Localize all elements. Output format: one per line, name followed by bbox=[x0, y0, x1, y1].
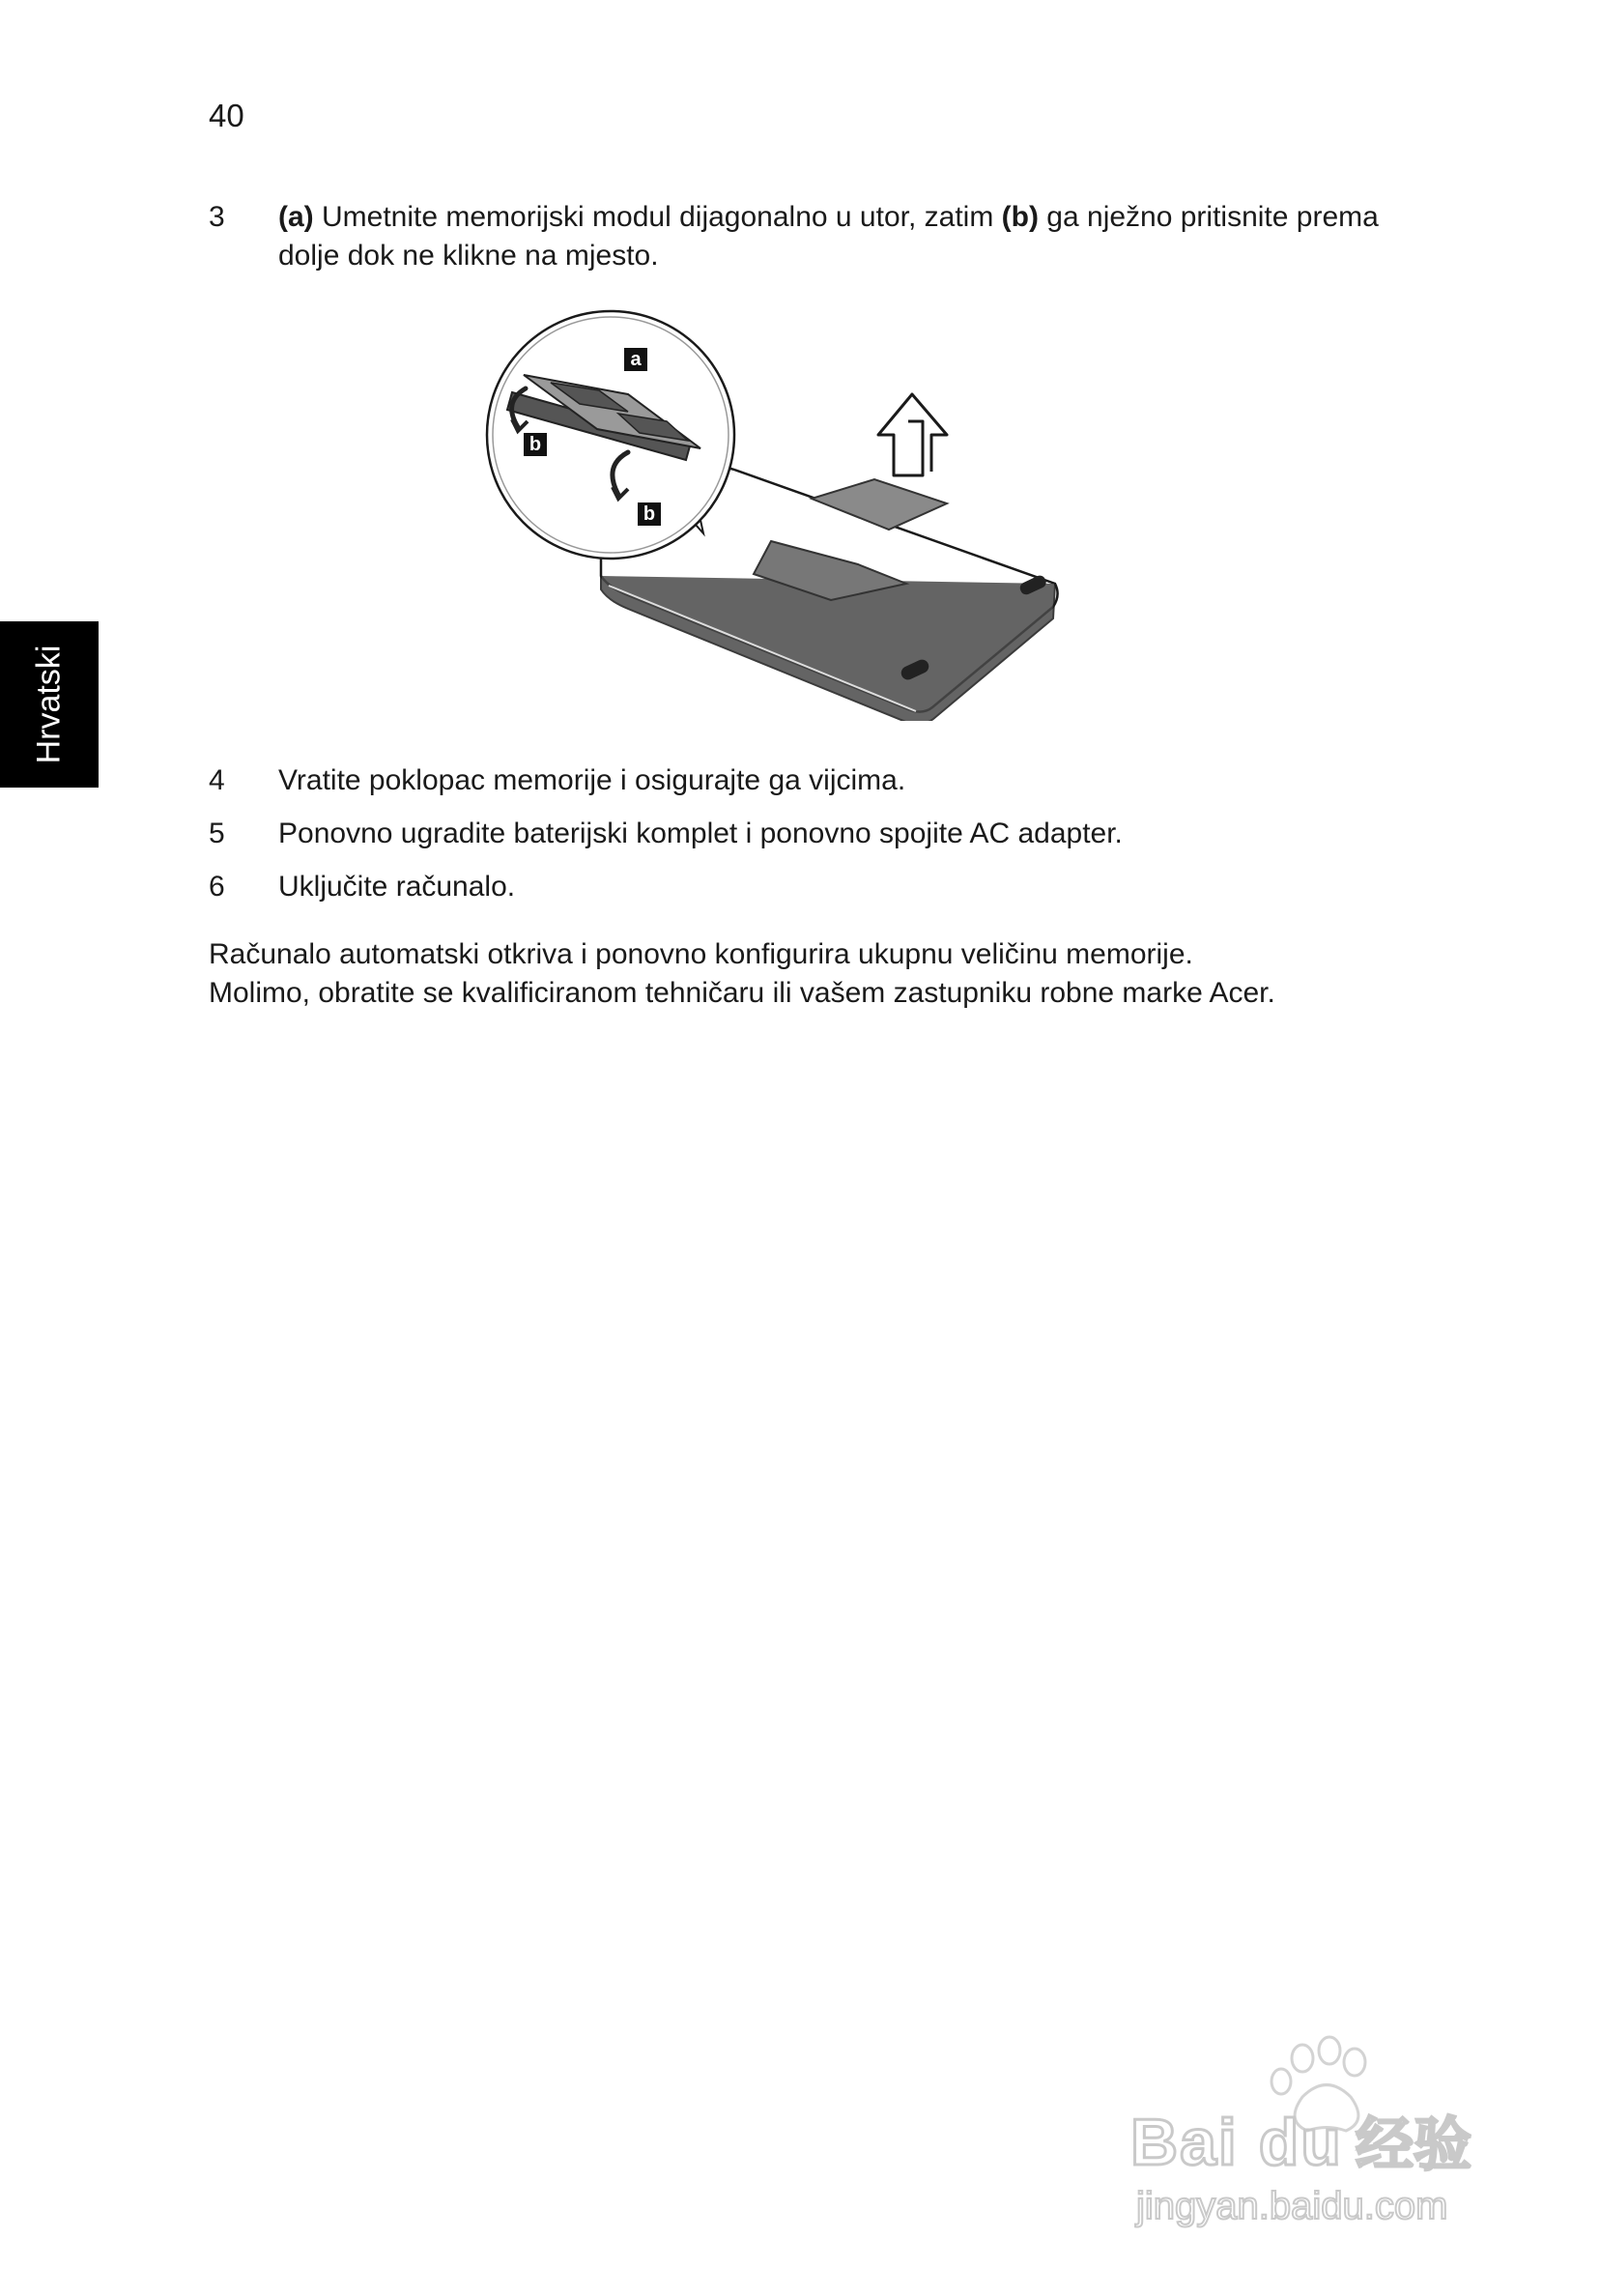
memory-note-paragraph bbox=[209, 935, 1416, 1013]
language-side-tab bbox=[0, 621, 99, 788]
side-tab-label: Hrvatski bbox=[30, 645, 68, 764]
baidu-jingyan-watermark bbox=[1109, 2029, 1515, 2232]
page-number: 40 bbox=[209, 98, 244, 133]
step-number: 4 bbox=[209, 764, 225, 796]
step-4 bbox=[209, 761, 1397, 800]
note-line-2: Molimo, obratite se kvalificiranom tehničaru ili vašem zastupniku robne marke Acer. bbox=[209, 977, 1275, 1009]
step-text bbox=[278, 198, 1389, 275]
step-text: Vratite poklopac memorije i osigurajte ga vijcima. bbox=[278, 764, 906, 796]
svg-text:jingyan.baidu.com: jingyan.baidu.com bbox=[1136, 2185, 1448, 2227]
callout-b-label-2: b bbox=[643, 503, 656, 525]
step-number: 6 bbox=[209, 871, 225, 903]
magnified-detail-circle bbox=[487, 311, 734, 559]
note-line-1: Računalo automatski otkriva i ponovno konfigurira ukupnu veličinu memorije. bbox=[209, 938, 1193, 970]
step-text: Ponovno ugradite baterijski komplet i ponovno spojite AC adapter. bbox=[278, 818, 1123, 849]
step-number: 5 bbox=[209, 818, 225, 849]
svg-text:Bai du: Bai du bbox=[1130, 2106, 1343, 2179]
step-part-a-text: Umetnite memorijski modul dijagonalno u utor, zatim bbox=[313, 201, 1002, 233]
step-part-a-label: (a) bbox=[278, 201, 314, 233]
step-part-b-label: (b) bbox=[1001, 201, 1039, 233]
memory-module-illustration bbox=[483, 305, 1072, 721]
step-text: Uključite računalo. bbox=[278, 871, 516, 903]
step-part-b-text: ga nježno pritisnite prema dolje dok ne klikne na mjesto. bbox=[278, 201, 1379, 272]
callout-a-label: a bbox=[630, 349, 642, 370]
step-3 bbox=[209, 198, 1397, 279]
step-number: 3 bbox=[209, 201, 225, 233]
svg-text:经验: 经验 bbox=[1356, 2111, 1471, 2179]
callout-b-label: b bbox=[529, 434, 542, 455]
step-5 bbox=[209, 815, 1397, 853]
step-6 bbox=[209, 868, 1397, 906]
